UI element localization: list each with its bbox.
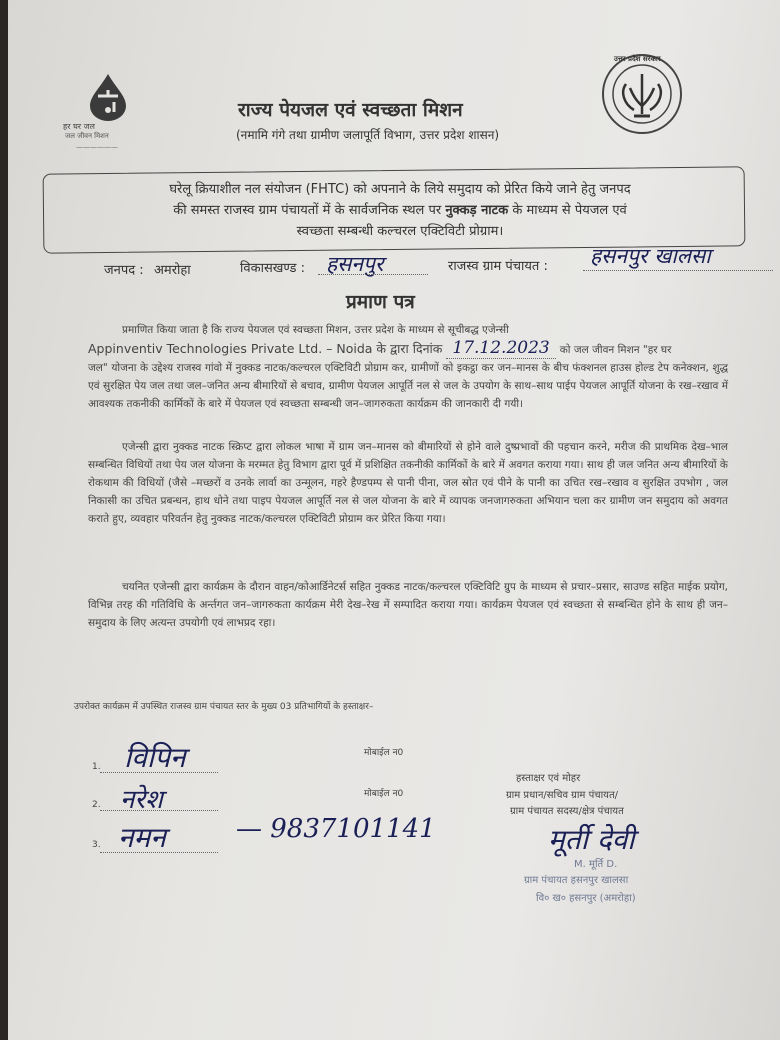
participant-1-number: 1. (92, 762, 101, 772)
paragraph-2: एजेन्सी द्वारा नुक्कड नाटक स्क्रिप्ट द्वारा लोकल भाषा में ग्राम जन–मानस को बीमारियों से होने वाले दुष्प्रभावों की पहचान करने, मरीज की प्राथमिक देख–भाल सम्बन्धित विधियों तथा पेय जल योजना के मरम्मत हेतु विभाग द्वारा पूर्व में प्रशिक्षित तकनीकी कार्मिकों के बारे में अवगत कराया गया। साथ ही जल जनित अन्य बीमारियों के रोकथाम की विधियों (जैसे –मच्छरों व उनके लार्वा का उन्मूलन, गहरे हैण्डपम्प से पानी पीना, जल स्रोत एवं पीने के पानी का उचित रख–रखाव व सुरक्षित उपभोग , जल निकासी का उचित प्रबन्धन, हाथ धोने तथा पाइप पेयजल आपूर्ति नल से जल योजना के बारे में व्यापक जनजागरुकता अभियान चला कर ग्रामीण जन समुदाय को अवगत कराते हुए, व्यवहार परिवर्तन हेतु नुक्कड नाटक/कल्चरल एक्टिविटी प्रोग्राम कर प्रेरित किया गया। (88, 441, 728, 525)
emblem-icon (600, 52, 684, 136)
participant-2-signature: नरेश (120, 785, 163, 815)
block-value-handwritten: हसनपुर (326, 252, 384, 276)
gp-underline (583, 270, 773, 271)
participant-3-signature: नमन (118, 821, 166, 854)
programme-description (60, 179, 740, 242)
district-value: अमरोहा (154, 263, 191, 278)
participant-3-phone-handwritten: — 9837101141 (236, 814, 436, 844)
participant-3-number: 3. (92, 840, 101, 850)
stamp-line-3: वि० ख० हसनपुर (अमरोहा) (536, 893, 636, 904)
paragraph-1 (88, 321, 728, 413)
stamp-line-1: M. मूर्ति D. (574, 859, 618, 870)
har-ghar-jal-logo (84, 72, 132, 122)
pradhan-signature: मूर्ती देवी (548, 823, 635, 856)
gram-panchayat-label: राजस्व ग्राम पंचायत : (448, 259, 548, 274)
participant-2-mobile-label: मोबाईल न0 (364, 789, 404, 799)
block-label: विकासखण्ड : (240, 261, 306, 276)
certificate-title: प्रमाण पत्र (346, 291, 415, 313)
emblem-text: उत्तर प्रदेश सरकार (614, 55, 661, 63)
logo-faint-text: —————— (76, 143, 118, 151)
logo-subtagline: जल जीवन मिशन (65, 132, 109, 140)
authority-designation-1: ग्राम प्रधान/सचिव ग्राम पंचायत/ (506, 790, 619, 801)
participants-intro: उपरोक्त कार्यक्रम में उपस्थित राजस्व ग्राम पंचायत स्तर के मुख्य 03 प्रतिभागियों के हस्ताक्षर– (74, 702, 374, 712)
programme-line-3: स्वच्छता सम्बन्धी कल्चरल एक्टिविटी प्रोग्राम। (296, 224, 504, 239)
para1-line-d: जल" योजना के उद्देश्य राजस्व गांवो में नुक्कड नाटक/कल्चरल एक्टिविटी प्रोग्राम कर, ग्रामीणों को इकट्ठा कर जन–मानस के बीच फंक्शनल हाउस होल्ड टेप कनेक्शन, शुद्ध एवं सुरक्षित पेय जल तथा जल–जनित अन्य बीमारियों से बचाव, ग्रामीण पेयजल आपूर्ति नल से जल के उपयोग के साथ–साथ पाईप पेयजल आपूर्ति योजना के रख–रखाव में आवश्यक तकनीकी कार्मिकों के बारे में पेयजल एवं स्वच्छता सम्बन्धी जन–जागरुकता कार्यक्रम की जानकारी दी गयी। (88, 362, 728, 410)
block-underline (318, 274, 428, 275)
logo-tagline: हर घर जल (63, 122, 95, 131)
participant-3-line (100, 852, 218, 853)
programme-line-1: घरेलू क्रियाशील नल संयोजन (FHTC) को अपनाने के लिये समुदाय को प्रेरित किये जाने हेतु जनपद (169, 182, 631, 197)
authority-designation-2: ग्राम पंचायत सदस्य/क्षेत्र पंचायत (510, 806, 624, 817)
district-label: जनपद : (104, 263, 144, 278)
paragraph-3: चयनित एजेन्सी द्वारा कार्यक्रम के दौरान वाहन/कोआर्डिनेटर्स सहित नुक्कड नाटक/कल्चरल एक्टिविटि ग्रुप के माध्यम से प्रचार–प्रसार, साउण्ड सहित माईक प्रयोग, विभिन्न तरह की गतिविधि के अर्न्तगत जन–जागरुकता कार्यक्रम मेरी देख–रेख में सम्पादित कराया गया। कार्यक्रम पेयजल एवं स्वच्छता से सम्बन्धित होने के साथ ही जन–समुदाय के लिए अत्यन्त उपयोगी एवं लाभप्रद रहा। (88, 581, 728, 629)
para1-line-b: Appinventiv Technologies Private Ltd. – Noida के द्वारा दिनांक 17.12.2023 को जल जीवन मिशन "हर घर (88, 338, 672, 358)
water-drop-icon (84, 72, 132, 122)
participant-2-number: 2. (92, 800, 101, 810)
stamp-line-2: ग्राम पंचायत हसनपुर खालसा (524, 875, 629, 886)
gram-panchayat-value-handwritten: हसनपुर खालसा (590, 244, 711, 268)
participant-2-line (100, 810, 218, 811)
up-govt-emblem (600, 52, 684, 136)
participant-1-signature: विपिन (124, 741, 186, 774)
participant-1-mobile-label: मोबाईल न0 (364, 748, 404, 758)
mission-subtitle: (नमामि गंगे तथा ग्रामीण जलापूर्ति विभाग, उत्तर प्रदेश शासन) (236, 128, 500, 142)
para1-line-a: प्रमाणित किया जाता है कि राज्य पेयजल एवं स्वच्छता मिशन, उत्तर प्रदेश के माध्यम से सूचीबद्ध एजेन्सी (122, 324, 509, 336)
certificate-page (8, 0, 780, 1040)
programme-date-handwritten: 17.12.2023 (446, 338, 555, 359)
nukkad-natak-bold: नुक्कड़ नाटक (445, 203, 509, 218)
participant-1-line (100, 772, 218, 773)
mission-title: राज्य पेयजल एवं स्वच्छता मिशन (238, 99, 463, 121)
programme-line-2: की समस्त राजस्व ग्राम पंचायतों में के सार्वजनिक स्थल पर नुक्कड़ नाटक के माध्यम से पेयजल एवं (173, 203, 627, 218)
signature-seal-label: हस्ताक्षर एवं मोहर (516, 773, 581, 784)
